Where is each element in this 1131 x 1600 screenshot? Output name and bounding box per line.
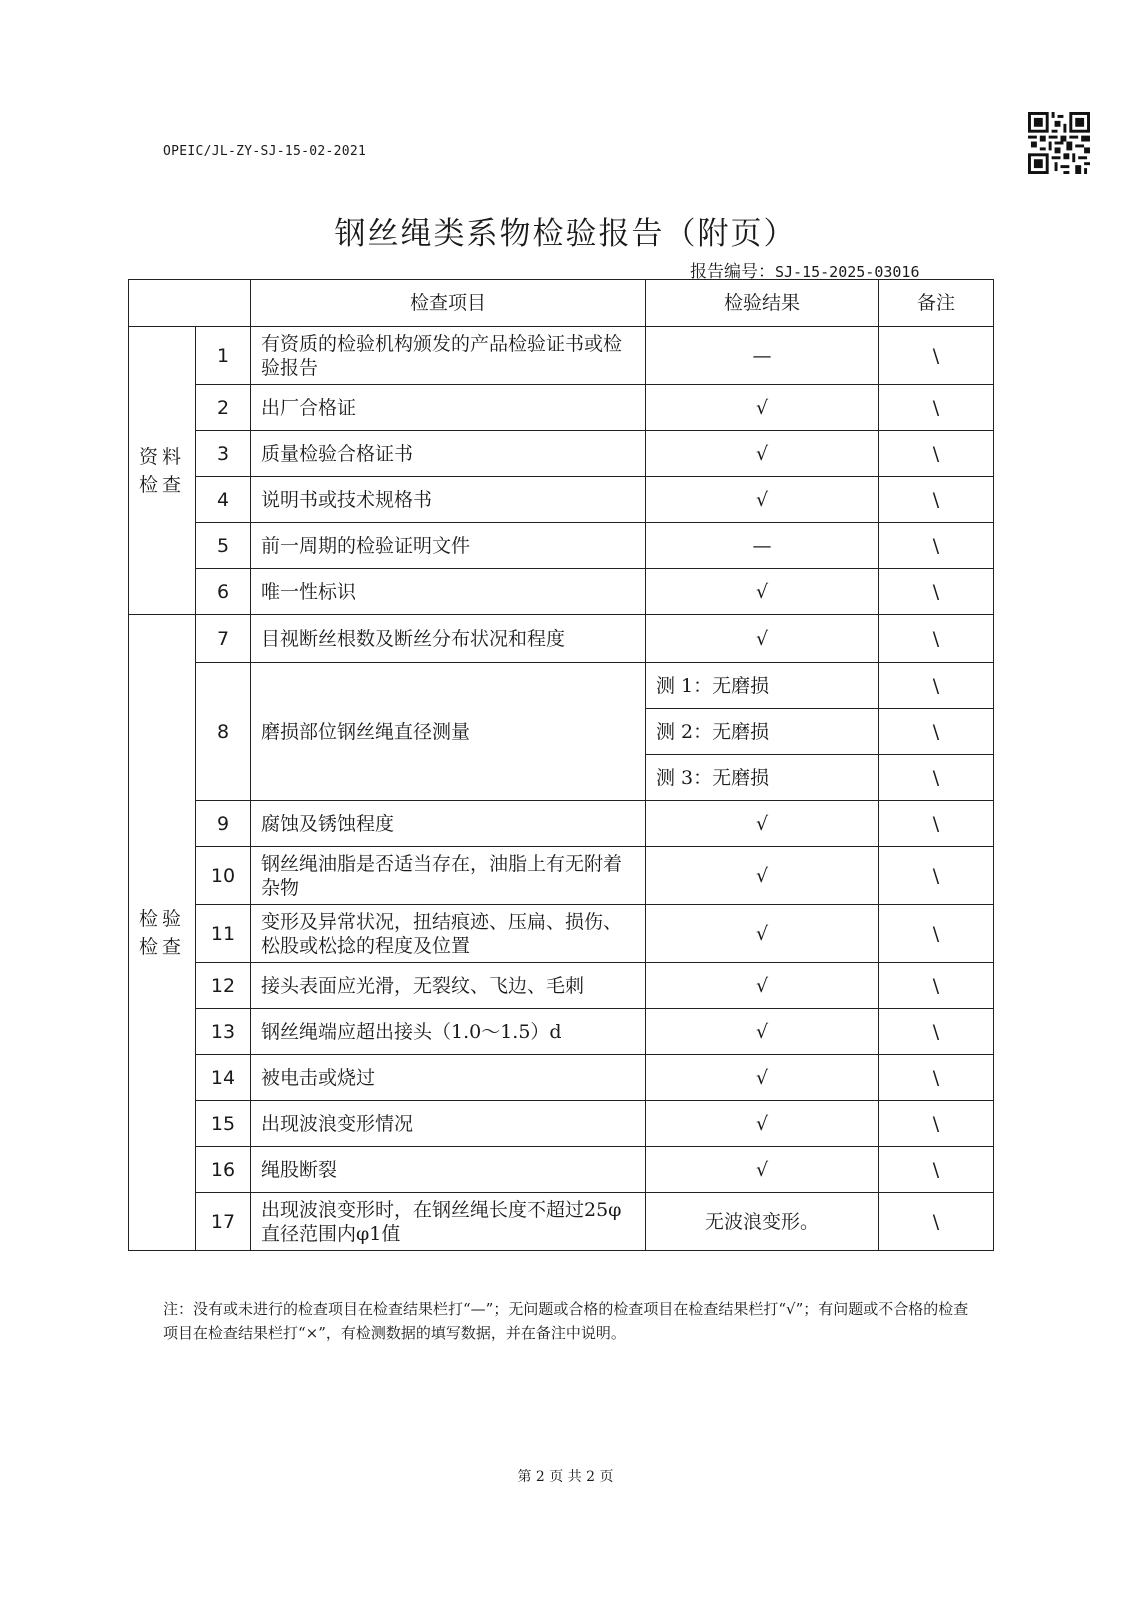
row-sub-result: 测 3：无磨损 xyxy=(646,755,879,801)
table-row xyxy=(129,1055,994,1101)
row-sub-result: 测 1：无磨损 xyxy=(646,663,879,709)
document-code: OPEIC/JL-ZY-SJ-15-02-2021 xyxy=(163,144,367,159)
footnote: 注：没有或未进行的检查项目在检查结果栏打“—”；无问题或合格的检查项目在检查结果栏打“√”；有问题或不合格的检查项目在检查结果栏打“×”，有检测数据的填写数据，并在备注中说明。 xyxy=(163,1300,969,1342)
table-row xyxy=(129,523,994,569)
row-remark: \ xyxy=(879,709,994,755)
report-number-label: 报告编号： xyxy=(690,262,775,282)
row-item: 目视断丝根数及断丝分布状况和程度 xyxy=(251,615,646,663)
row-result: √ xyxy=(646,1101,879,1147)
row-number: 5 xyxy=(196,523,251,569)
row-number: 15 xyxy=(196,1101,251,1147)
row-result: √ xyxy=(646,1009,879,1055)
inspection-table xyxy=(128,279,994,1251)
table-row xyxy=(129,963,994,1009)
row-item: 出现波浪变形情况 xyxy=(251,1101,646,1147)
row-result: √ xyxy=(646,385,879,431)
row-result: √ xyxy=(646,431,879,477)
row-number: 1 xyxy=(196,327,251,385)
row-remark: \ xyxy=(879,663,994,709)
row-item: 磨损部位钢丝绳直径测量 xyxy=(251,663,646,801)
row-remark: \ xyxy=(879,1147,994,1193)
row-result: √ xyxy=(646,847,879,905)
row-remark: \ xyxy=(879,963,994,1009)
table-header-row xyxy=(129,280,994,327)
row-result: 无波浪变形。 xyxy=(646,1193,879,1251)
row-item: 变形及异常状况，扭结痕迹、压扁、损伤、松股或松捻的程度及位置 xyxy=(251,905,646,963)
row-item: 腐蚀及锈蚀程度 xyxy=(251,801,646,847)
row-remark: \ xyxy=(879,847,994,905)
row-number: 9 xyxy=(196,801,251,847)
row-number: 12 xyxy=(196,963,251,1009)
row-result: √ xyxy=(646,1147,879,1193)
row-remark: \ xyxy=(879,615,994,663)
row-number: 13 xyxy=(196,1009,251,1055)
row-item: 说明书或技术规格书 xyxy=(251,477,646,523)
row-number: 3 xyxy=(196,431,251,477)
row-result: √ xyxy=(646,801,879,847)
table-row xyxy=(129,569,994,615)
page-footer: 第 2 页 共 2 页 xyxy=(517,1469,614,1485)
category-inspect: 检验检查 xyxy=(129,615,196,1251)
table-row xyxy=(129,663,994,709)
row-remark: \ xyxy=(879,755,994,801)
header-blank-cell xyxy=(129,280,251,327)
row-number: 8 xyxy=(196,663,251,801)
row-item: 有资质的检验机构颁发的产品检验证书或检验报告 xyxy=(251,327,646,385)
row-number: 2 xyxy=(196,385,251,431)
table-row xyxy=(129,615,994,663)
row-item: 出现波浪变形时，在钢丝绳长度不超过25φ直径范围内φ1值 xyxy=(251,1193,646,1251)
category-docs: 资料检查 xyxy=(129,327,196,615)
table-row xyxy=(129,327,994,385)
row-remark: \ xyxy=(879,1055,994,1101)
report-number-value: SJ-15-2025-03016 xyxy=(775,263,920,281)
row-remark: \ xyxy=(879,905,994,963)
row-number: 4 xyxy=(196,477,251,523)
table-row xyxy=(129,847,994,905)
row-number: 6 xyxy=(196,569,251,615)
row-item: 绳股断裂 xyxy=(251,1147,646,1193)
row-remark: \ xyxy=(879,327,994,385)
table-row xyxy=(129,1193,994,1251)
table-row xyxy=(129,905,994,963)
row-item: 出厂合格证 xyxy=(251,385,646,431)
row-result: — xyxy=(646,523,879,569)
row-remark: \ xyxy=(879,431,994,477)
row-remark: \ xyxy=(879,1009,994,1055)
row-number: 17 xyxy=(196,1193,251,1251)
row-result: √ xyxy=(646,615,879,663)
row-result: √ xyxy=(646,963,879,1009)
table-row xyxy=(129,477,994,523)
table-row xyxy=(129,1147,994,1193)
row-result: √ xyxy=(646,905,879,963)
row-result: √ xyxy=(646,477,879,523)
table-row xyxy=(129,385,994,431)
row-item: 质量检验合格证书 xyxy=(251,431,646,477)
row-remark: \ xyxy=(879,523,994,569)
row-number: 16 xyxy=(196,1147,251,1193)
row-number: 7 xyxy=(196,615,251,663)
row-item: 接头表面应光滑，无裂纹、飞边、毛刺 xyxy=(251,963,646,1009)
table-row xyxy=(129,431,994,477)
row-item: 钢丝绳油脂是否适当存在，油脂上有无附着杂物 xyxy=(251,847,646,905)
row-item: 钢丝绳端应超出接头（1.0～1.5）d xyxy=(251,1009,646,1055)
row-result: √ xyxy=(646,1055,879,1101)
row-number: 14 xyxy=(196,1055,251,1101)
table-row xyxy=(129,801,994,847)
report-title: 钢丝绳类系物检验报告（附页） xyxy=(334,216,797,252)
row-number: 11 xyxy=(196,905,251,963)
qr-code-icon xyxy=(1028,112,1090,174)
table-row xyxy=(129,1009,994,1055)
row-remark: \ xyxy=(879,801,994,847)
row-remark: \ xyxy=(879,385,994,431)
row-sub-result: 测 2：无磨损 xyxy=(646,709,879,755)
row-number: 10 xyxy=(196,847,251,905)
row-result: √ xyxy=(646,569,879,615)
row-remark: \ xyxy=(879,477,994,523)
header-result: 检验结果 xyxy=(646,280,879,327)
row-remark: \ xyxy=(879,1101,994,1147)
row-item: 唯一性标识 xyxy=(251,569,646,615)
row-remark: \ xyxy=(879,1193,994,1251)
row-item: 被电击或烧过 xyxy=(251,1055,646,1101)
row-remark: \ xyxy=(879,569,994,615)
row-item: 前一周期的检验证明文件 xyxy=(251,523,646,569)
header-remark: 备注 xyxy=(879,280,994,327)
table-row xyxy=(129,1101,994,1147)
header-item: 检查项目 xyxy=(251,280,646,327)
row-result: — xyxy=(646,327,879,385)
